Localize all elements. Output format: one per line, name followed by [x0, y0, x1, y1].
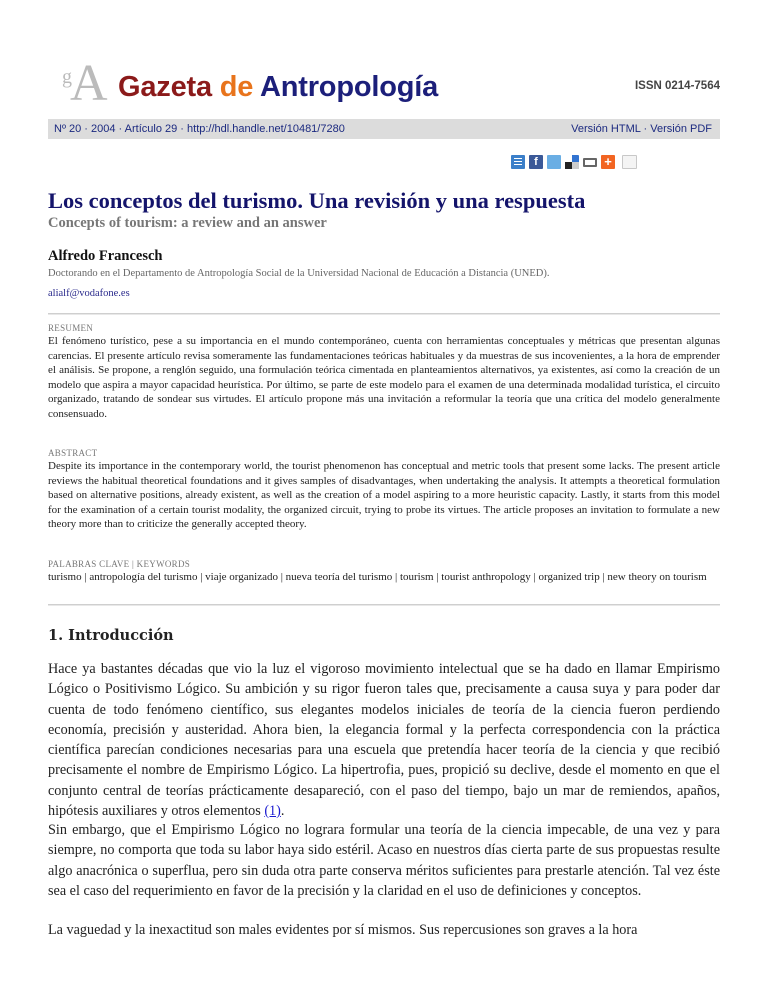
- share-toolbar: [511, 155, 637, 169]
- divider-top: [48, 313, 720, 315]
- resumen-text: El fenómeno turístico, pese a su importancia en el mundo contemporáneo, cuenta con herramientas conceptuales y métricas que presentan algunas carencias. El presente artículo revisa someramente las fundamentaciones teóricas habituales y da muestras de sus incovenientes, a la hora de emprender el análisis. Se propone, a renglón seguido, una formulación teórica cimentada en planteamientos alternativos, ya existentes, así como la creación de un modelo que aspira a mayor capacidad heurística. Por último, se parte de este modelo para el examen de una determinada modalidad turística, el circuito organizado, tratando de sondear sus virtudes. El artículo propone más una invitación a reformular la teoría que una crítica del modelo generalmente consensuado.: [48, 335, 720, 420]
- journal-title[interactable]: [118, 71, 438, 104]
- document-icon[interactable]: [511, 155, 525, 169]
- version-pdf-link[interactable]: Versión PDF: [650, 123, 712, 135]
- keywords-label: PALABRAS CLAVE | KEYWORDS: [48, 559, 191, 569]
- keywords-text: turismo | antropología del turismo | viaje organizado | nueva teoría del turismo | tourism | tourist anthropology | organized trip | new theory on tourism: [48, 571, 707, 583]
- citation-info: Nº 20 · 2004 · Artículo 29 · http://hdl.handle.net/10481/7280: [54, 123, 345, 135]
- footnote-link-1[interactable]: (1): [264, 803, 281, 820]
- paragraph-1-end: .: [280, 803, 285, 820]
- article-title-block: [48, 188, 728, 232]
- paragraph-1-text: Hace ya bastantes décadas que vio la luz el vigoroso movimiento intelectual que se ha dado en llamar Empirismo Lógico o Positivismo Lógico. Su ambición y su rigor fueron tales que, precisamente a causa suya y para poder dar cuenta de todo fenómeno científico, sus elegantes modelos iniciales de teoría de la ciencia fueron perdiendo economía, precisión y austeridad. Ahora bien, la elegancia formal y la perfecta correspondencia con la práctica científica parecían condiciones necesarias para una escuela que pretendía hacer teoría de la ciencia y que recibió precisamente el nombre de Empirismo Lógico. La hipertrofia, pues, propició su declive, desde el momento en que el conjunto central de teorías prácticamente desapareció, con el paso del tiempo, bajo un mar de remiendos, apaños, hipótesis auxiliares y otros elementos: [48, 661, 720, 820]
- print-icon[interactable]: [583, 158, 597, 167]
- journal-title-gazeta: Gazeta: [118, 71, 220, 103]
- article-subtitle: Concepts of tourism: a review and an answer: [48, 215, 327, 231]
- logo-big-letter: A: [70, 55, 108, 112]
- section-heading-introduccion: 1. Introducción: [48, 627, 174, 644]
- resumen-section: [48, 322, 720, 421]
- version-separator: ·: [640, 123, 651, 135]
- addthis-plus-icon[interactable]: +: [601, 155, 615, 169]
- author-name: Alfredo Francesch: [48, 248, 163, 264]
- delicious-icon[interactable]: [565, 155, 579, 169]
- version-html-link[interactable]: Versión HTML: [571, 123, 641, 135]
- abstract-label: ABSTRACT: [48, 448, 98, 458]
- author-affiliation: Doctorando en el Departamento de Antropología Social de la Universidad Nacional de Educación a Distancia (UNED).: [48, 268, 550, 279]
- author-email-link[interactable]: alialf@vodafone.es: [48, 288, 130, 299]
- info-bar: [48, 119, 720, 139]
- journal-title-antropologia: Antropología: [260, 71, 439, 103]
- version-links: [571, 119, 712, 139]
- gazeta-logo-icon[interactable]: [60, 55, 112, 112]
- logo-small-letter: g: [62, 66, 72, 88]
- abstract-section: [48, 447, 720, 532]
- issn: ISSN 0214-7564: [634, 80, 720, 92]
- masthead: [60, 55, 720, 114]
- twitter-icon[interactable]: [547, 155, 561, 169]
- body-paragraph-3: La vaguedad y la inexactitud son males evidentes por sí mismos. Sus repercusiones son graves a la hora: [48, 922, 638, 938]
- journal-title-de: de: [219, 71, 260, 103]
- facebook-icon[interactable]: f: [529, 155, 543, 169]
- body-paragraph-2: Sin embargo, que el Empirismo Lógico no lograra formular una teoría de la ciencia impecable, de una vez y para siempre, no comporta que toda su labor haya sido estéril. Acaso en nuestros días cierta parte de sus propuestas resulte algo anacrónica o superflua, pero sin duda otra parte conserva méritos suficientes para prestarle atención. Tal vez éste sea el caso del requerimiento en favor de la precisión y la claridad en el uso de definiciones y conceptos.: [48, 822, 720, 899]
- keywords-section: [48, 558, 720, 585]
- body-paragraph-1: [48, 659, 720, 821]
- resumen-label: RESUMEN: [48, 323, 94, 333]
- article-title: Los conceptos del turismo. Una revisión y una respuesta: [48, 188, 586, 213]
- author-block: [48, 247, 728, 301]
- divider-bottom: [48, 604, 720, 606]
- email-icon[interactable]: [622, 155, 637, 169]
- abstract-text: Despite its importance in the contemporary world, the tourist phenomenon has conceptual and metric tools that present some lacks. The present article reviews the habitual theoretical foundations and it gives samples of disadvantages, when undertaking the analysis. It attempts a theoretical formulation based on alternative positions, already existent, as well as the creation of a model aspiring to a more heuristic capacity. Lastly, it starts from this model for the examination of a certain tourist modality, the organized circuit, trying to probe its virtues. The article proposes an invitation to formulate a new theory more than to criticize the generally accepted theory.: [48, 460, 720, 530]
